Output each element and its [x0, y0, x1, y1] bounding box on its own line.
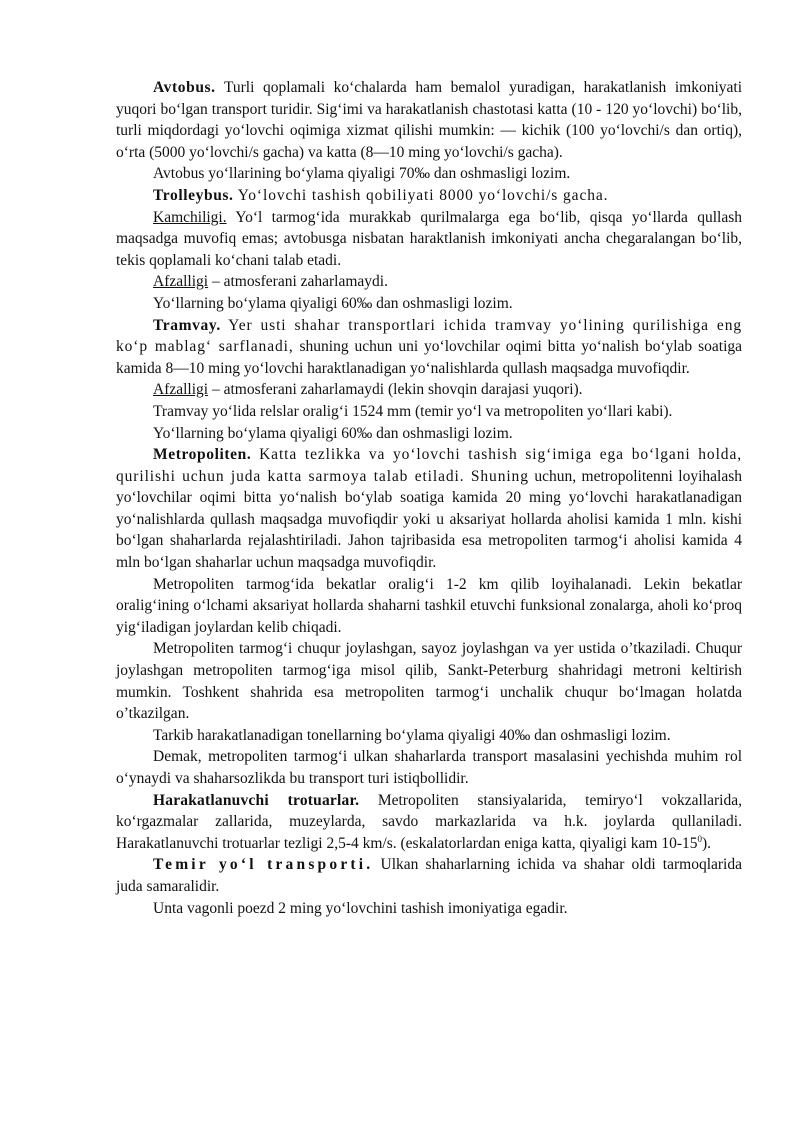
heading-trolleybus: Trolleybus.: [153, 186, 234, 204]
paragraph-trolleybus: [116, 185, 742, 207]
paragraph-metro-conclusion: Demak, metropoliten tarmog‘i ulkan shaharlarda transport masalasini yechishda muhim rol o‘ynaydi va shaharsozlikda bu transport turi istiqbollidir.: [116, 748, 742, 787]
paragraph-poezd: Unta vagonli poezd 2 ming yo‘lovchini tashish imoniyatiga egadir.: [153, 899, 568, 917]
paragraph-temir-yol: [116, 854, 742, 897]
label-afzalligi: Afzalligi: [153, 273, 209, 291]
paragraph-afzalligi-1: [116, 271, 742, 293]
paragraph-avtobus-slope: Avtobus yo‘llarining bo‘ylama qiyaligi 70‰ dan oshmasligi lozim.: [153, 165, 571, 183]
paragraph-text-spaced: Yer usti shahar transportlari ichida tramvay yo‘lining qurilishiga eng ko‘p mablag‘ sarflanadi,: [116, 316, 742, 356]
paragraph-kamchiligi: [116, 207, 742, 272]
document-page: [116, 77, 742, 919]
label-kamchiligi: Kamchiligi.: [153, 208, 227, 226]
degree-superscript: 0: [697, 833, 702, 844]
paragraph-text-spaced: Katta tezlikka va yo‘lovchi tashish sig‘imiga ega bo‘lgani holda, qurilishi uchun juda katta sarmoya talab etiladi. Shuning: [116, 446, 742, 485]
paragraph-text: shuning uchun uni yo‘lovchilar oqimi bitta yo‘nalish bo‘ylab soatiga kamida 8—10 ming yo‘lovchi haraktlanadigan yo‘nalishlarda qullash maqsadga muvofiqdir.: [116, 338, 742, 377]
heading-tramvay: Tramvay.: [153, 316, 221, 334]
paragraph-tramvay-slope: Yo‘llarning bo‘ylama qiyaligi 60‰ dan oshmasligi lozim.: [153, 424, 513, 442]
paragraph-text: uchun, metropolitenni loyihalash yo‘lovchilar oqimi bitta yo‘nalish bo‘ylab soatiga kamida 20 ming yo‘lovchi harakatlanadigan yo‘nalishlarda qullash maqsadga muvofiqdir yoki u aksariyat hollarda aholisi kamida 1 mln. kishi bo‘lgan shaharlarda rejalashtiriladi. Jahon tajribasida esa metropoliten tarmog‘i aholisi kamida 4 mln bo‘lgan shaharlar uchun maqsadga muvofiqdir.: [116, 467, 742, 572]
paragraph-text: – atmosferani zaharlamaydi (lekin shovqin darajasi yuqori).: [208, 381, 583, 399]
paragraph-text: Ulkan shaharlarning ichida va shahar oldi tarmoqlarida juda samaralidir.: [116, 856, 742, 895]
paragraph-afzalligi-2: [116, 379, 742, 401]
paragraph-text-tail: ).: [701, 834, 712, 852]
paragraph-trotuarlar: [116, 790, 742, 855]
paragraph-text: Metropoliten stansiyalarida, temiryo‘l vokzallarida, ko‘rgazmalar zallarida, muzeylarda, savdo markazlarida va h.k. joylarda qullaniladi. Harakatlanuvchi trotuarlar tezligi 2,5-4 km/s. (eskalatorlardan eniga katta, qiyaligi kam 10-15: [116, 791, 742, 852]
heading-avtobus: Avtobus.: [153, 79, 216, 96]
paragraph-avtobus: [116, 77, 742, 163]
paragraph-metro-depth: Metropoliten tarmog‘i chuqur joylashgan, sayoz joylashgan va yer ustida o’tkaziladi. Chuqur joylashgan metropoliten tarmog‘iga misol qilib, Sankt-Peterburg shahridagi metroni keltirish mumkin. Toshkent shahrida esa metropoliten tarmog‘i unchalik chuqur bo‘lmagan holatda o’tkazilgan.: [116, 640, 742, 723]
heading-temir-yol: Temir yo‘l transporti.: [153, 856, 374, 874]
label-afzalligi: Afzalligi: [153, 381, 209, 399]
paragraph-tramvay: [116, 315, 742, 380]
paragraph-text: – atmosferani zaharlamaydi.: [208, 273, 388, 291]
paragraph-text: Turli qoplamali ko‘chalarda ham bemalol yuradigan, harakatlanish imkoniyati yuqori bo‘lgan transport turidir. Sig‘imi va harakatlanish chastotasi katta (10 - 120 yo‘lovchi) bo‘lib, turli miqdordagi yo‘lovchi oqimiga xizmat qilishi mumkin: — kichik (100 yo‘lovchi/s dan ortiq), o‘rta (5000 yo‘lovchi/s gacha) va katta (8—10 ming yo‘lovchi/s gacha).: [116, 79, 742, 161]
paragraph-text: Yo‘lovchi tashish qobiliyati 8000 yo‘lovchi/s gacha.: [233, 186, 609, 204]
paragraph-tramvay-gauge: Tramvay yo‘lida relslar oralig‘i 1524 mm (temir yo‘l va metropoliten yo‘llari kabi).: [153, 402, 673, 420]
paragraph-metropoliten: [116, 444, 742, 574]
paragraph-metro-stations: Metropoliten tarmog‘ida bekatlar oralig‘i 1-2 km qilib loyihalanadi. Lekin bekatlar oralig‘ining o‘lchami aksariyat hollarda shaharni tashkil etuvchi funksional zonalarga, aholi ko‘proq yig‘iladigan joylardan kelib chiqadi.: [116, 575, 742, 636]
paragraph-text: Yo‘l tarmog‘ida murakkab qurilmalarga ega bo‘lib, qisqa yo‘llarda qullash maqsadga muvofiq emas; avtobusga nisbatan haraktlanish imkoniyati ancha chegaralangan bo‘lib, tekis qoplamali ko‘chani talab etadi.: [116, 208, 742, 269]
paragraph-metro-slope: Tarkib harakatlanadigan tonellarning bo‘ylama qiyaligi 40‰ dan oshmasligi lozim.: [153, 726, 671, 744]
paragraph-trolleybus-slope: Yo‘llarning bo‘ylama qiyaligi 60‰ dan oshmasligi lozim.: [153, 294, 513, 312]
heading-trotuarlar: Harakatlanuvchi trotuarlar.: [153, 791, 360, 809]
heading-metropoliten: Metropoliten.: [153, 446, 252, 464]
